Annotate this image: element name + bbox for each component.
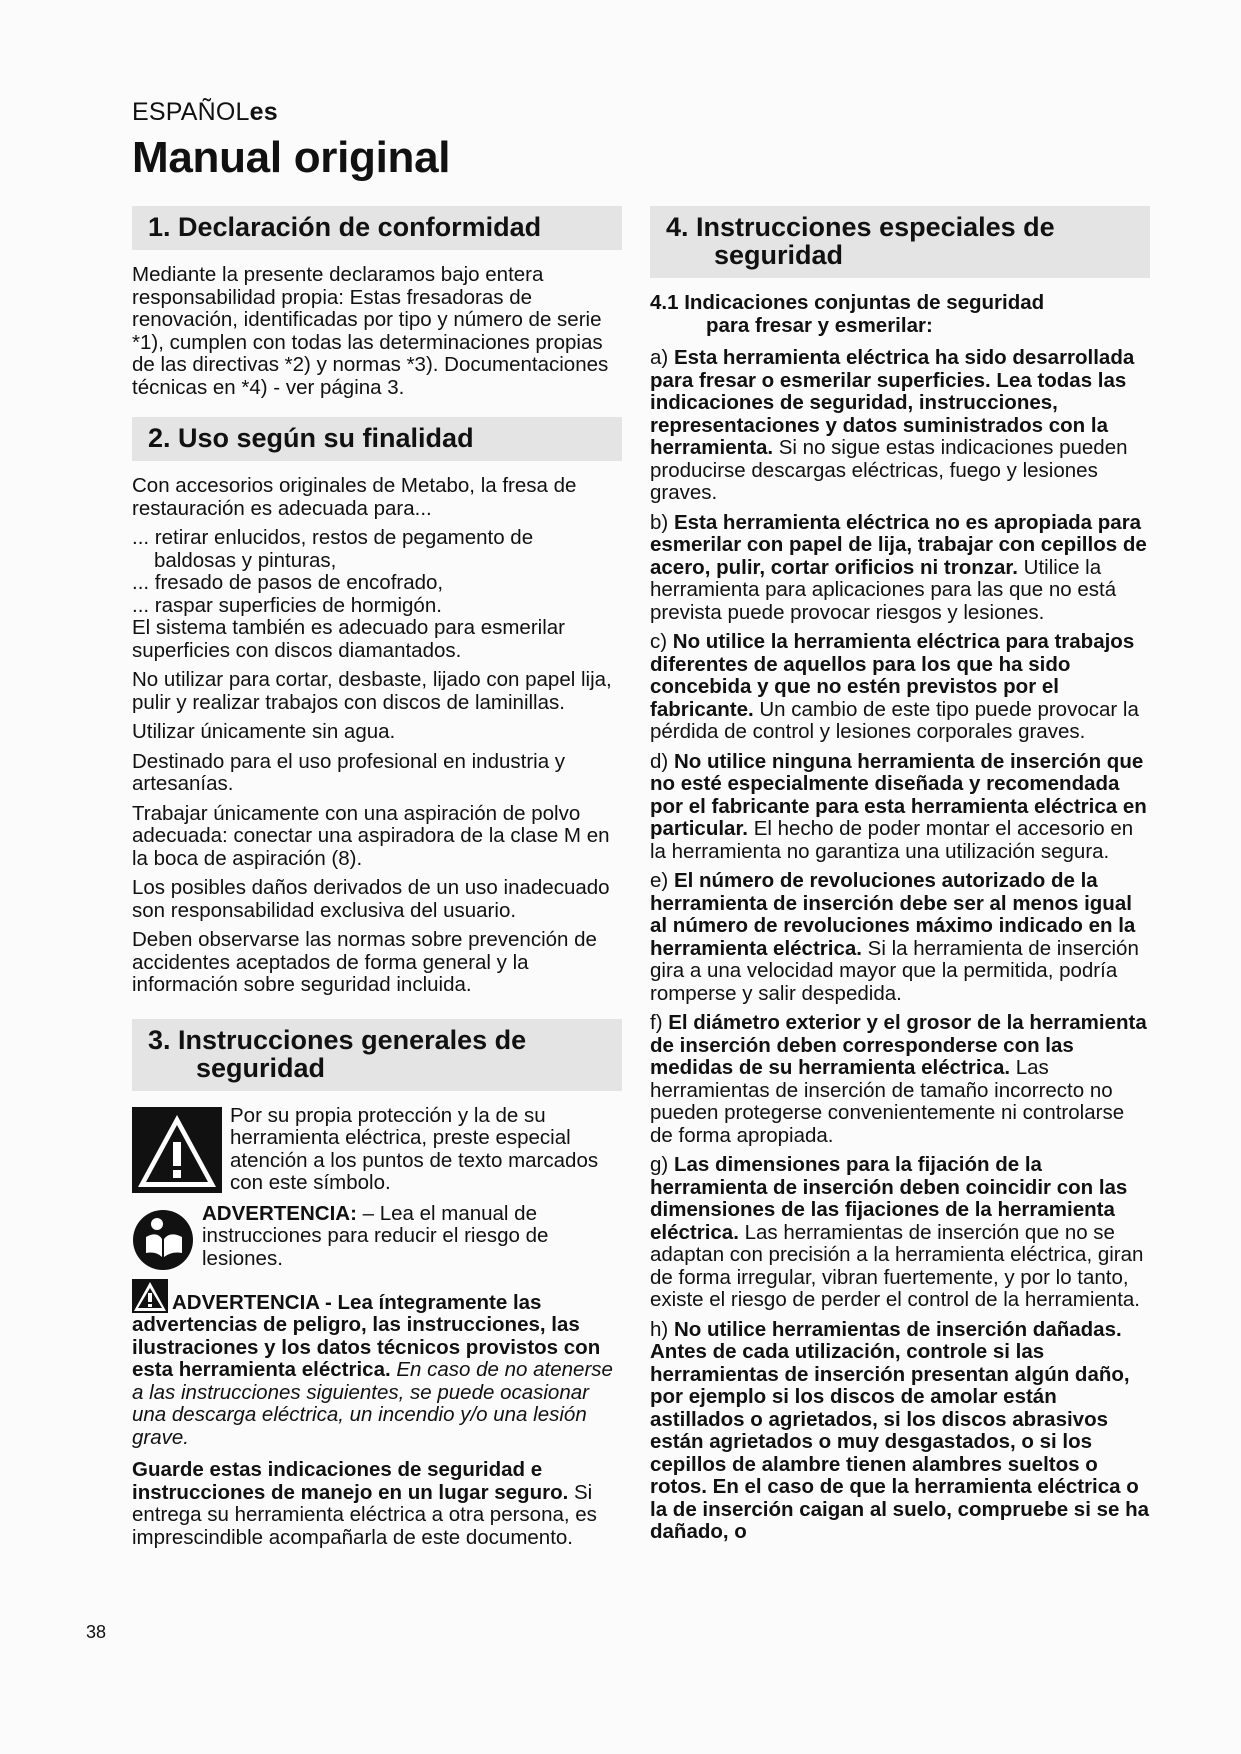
s2-paragraph: Utilizar únicamente sin agua. — [132, 720, 396, 743]
left-column — [132, 206, 622, 1556]
read-manual-icon — [132, 1209, 194, 1271]
section-4-heading: 4. Instrucciones especiales de seguridad — [650, 206, 1150, 278]
safety-item-g: g) Las dimensiones para la fijación de la herramienta de inserción deben coincidir con las dimensiones de las fijaciones de la herramienta eléctrica. Las herramientas de inserción que no se adaptan con precisión a la herramienta eléctrica, giran de forma irregular, vibran fuertemente, y por lo tanto, existe el riesgo de perder el control de la herramienta. — [650, 1153, 1144, 1311]
read-manual-text: ADVERTENCIA: – Lea el manual de instrucciones para reducir el riesgo de lesiones. — [202, 1201, 549, 1270]
s2-paragraph: Deben observarse las normas sobre prevención de accidentes aceptados de forma general y la información sobre seguridad incluida. — [132, 928, 597, 996]
keep-instructions-paragraph: Guarde estas indicaciones de seguridad e instrucciones de manejo en un lugar seguro. Si entrega su herramienta eléctrica a otra persona, es imprescindible acompañarla de este documento. — [132, 1458, 597, 1549]
page-title: Manual original — [132, 133, 451, 182]
warning-symbol-note — [132, 1105, 622, 1195]
general-warning-paragraph: ADVERTENCIA - Lea íntegramente las advertencias de peligro, las instrucciones, las ilustraciones y los datos técnicos provistos con esta herramienta eléctrica. En caso de no atenerse a las instrucciones siguientes, se puede ocasionar una descarga eléctrica, un incendio y/o una lesión grave. — [132, 1279, 622, 1450]
section-2-heading: 2. Uso según su finalidad — [132, 417, 622, 461]
use-list-item: ... raspar superficies de hormigón. — [132, 593, 442, 617]
safety-item-a: a) Esta herramienta eléctrica ha sido desarrollada para fresar o esmerilar superficies. Lea todas las indicaciones de seguridad, instrucciones, representaciones y datos suministrados con la herramienta. Si no sigue estas indicaciones pueden producirse descargas eléctricas, fuego y lesiones graves. — [650, 346, 1135, 504]
safety-item-c: c) No utilice la herramienta eléctrica para trabajos diferentes de aquellos para los que ha sido concebida y que no estén previstos por el fabricante. Un cambio de este tipo puede provocar la pérdida de control y lesiones corporales graves. — [650, 630, 1139, 743]
s2-paragraph: El sistema también es adecuado para esmerilar superficies con discos diamantados. — [132, 616, 565, 662]
page-number: 38 — [86, 1622, 107, 1642]
s2-paragraph: Trabajar únicamente con una aspiración de polvo adecuada: conectar una aspiradora de la clase M en la boca de aspiración (8). — [132, 801, 610, 870]
safety-item-f: f) El diámetro exterior y el grosor de la herramienta de inserción deben corresponderse con las medidas de su herramienta eléctrica. Las herramientas de inserción de tamaño incorrecto no pueden protegerse convenientemente ni controlarse de forma apropiada. — [650, 1011, 1147, 1147]
s2-paragraph: Los posibles daños derivados de un uso inadecuado son responsabilidad exclusiva del usuario. — [132, 876, 610, 922]
safety-item-h: h) No utilice herramientas de inserción dañadas. Antes de cada utilización, controle si las herramientas de inserción presentan algún daño, por ejemplo si los discos de amolar están astillados o agrietados, si los discos abrasivos están agrietados o muy desgastados, o si los cepillos de alambre tienen alambres sueltos o rotos. En el caso de que la herramienta eléctrica o la de inserción caigan al suelo, compruebe si se ha dañado, o — [650, 1317, 1150, 1543]
warning-triangle-icon — [132, 1279, 168, 1313]
s2-paragraph: Destinado para el uso profesional en industria y artesanías. — [132, 749, 566, 795]
s2-paragraph: No utilizar para cortar, desbaste, lijado con papel lija, pulir y realizar trabajos con discos de laminillas. — [132, 668, 612, 714]
safety-item-b: b) Esta herramienta eléctrica no es apropiada para esmerilar con papel de lija, trabajar con cepillos de acero, pulir, cortar orificios ni tronzar. Utilice la herramienta para aplicaciones para las que no está prevista puede provocar riesgos y lesiones. — [650, 510, 1147, 624]
right-column — [650, 206, 1150, 1551]
safety-item-e: e) El número de revoluciones autorizado de la herramienta de inserción debe ser al menos igual al número de revoluciones máximo indicado en la herramienta eléctrica. Si la herramienta de inserción gira a una velocidad mayor que la permitida, podría romperse y salir despedida. — [650, 869, 1139, 1005]
s1-paragraph: Mediante la presente declaramos bajo entera responsabilidad propia: Estas fresadoras de renovación, identificadas por tipo y número de serie *1), cumplen con todas las determinaciones propias de las directivas *2) y normas *3). Documentaciones técnicas en *4) - ver página 3. — [132, 263, 609, 399]
section-1-heading: 1. Declaración de conformidad — [132, 206, 622, 250]
use-list-item: ... fresado de pasos de encofrado, — [132, 571, 444, 594]
subsection-4-1-heading: 4.1 Indicaciones conjuntas de seguridad para fresar y esmerilar: — [650, 291, 1045, 337]
warning-symbol-text: Por su propia protección y la de su herramienta eléctrica, preste especial atención a los puntos de texto marcados con este símbolo. — [230, 1103, 599, 1194]
use-list-item: ... retirar enlucidos, restos de pegamento de baldosas y pinturas, — [132, 526, 534, 572]
s2-intro: Con accesorios originales de Metabo, la fresa de restauración es adecuada para... — [132, 474, 577, 520]
warning-triangle-icon — [132, 1107, 222, 1193]
read-manual-note — [132, 1203, 622, 1271]
language-label: ESPAÑOLes — [132, 98, 278, 126]
safety-item-d: d) No utilice ninguna herramienta de inserción que no esté especialmente diseñada y recomendada por el fabricante para esta herramienta eléctrica en particular. El hecho de poder montar el accesorio en la herramienta no garantiza una utilización segura. — [650, 749, 1147, 863]
section-3-heading: 3. Instrucciones generales de seguridad — [132, 1019, 622, 1091]
